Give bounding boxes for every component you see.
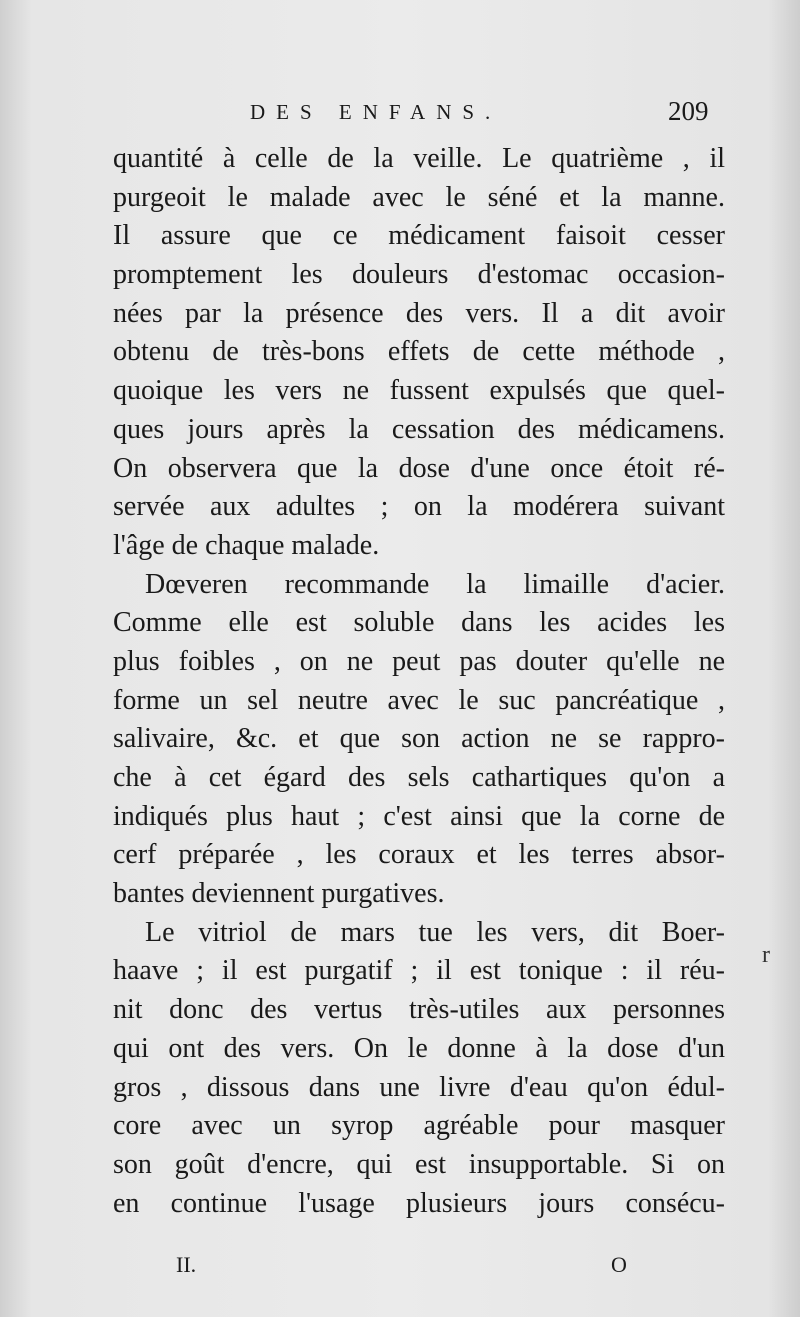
running-head: DES ENFANS. [250,100,502,124]
margin-mark: r [762,942,770,968]
text-line: promptement les douleurs d'estomac occasion- [113,259,725,291]
body-text [113,140,725,1223]
signature-mark: II. [176,1252,197,1277]
text-line: qui ont des vers. On le donne à la dose d'un [113,1032,725,1064]
text-line: nit donc des vertus très-utiles aux personnes [113,994,725,1026]
text-line: quoique les vers ne fussent expulsés que quel- [113,375,725,407]
text-line: ques jours après la cessation des médicamens. [113,413,725,445]
text-line: l'âge de chaque malade. [113,529,380,561]
catchword: O [611,1252,627,1277]
text-line: en continue l'usage plusieurs jours consécu- [113,1187,725,1219]
text-line: plus foibles , on ne peut pas douter qu'elle ne [113,645,725,677]
text-line: indiqués plus haut ; c'est ainsi que la corne de [113,800,725,832]
text-line: son goût d'encre, qui est insupportable. Si on [113,1148,725,1180]
text-line: che à cet égard des sels cathartiques qu'on a [113,762,725,793]
text-line: Dœveren recommande la limaille d'acier. [145,568,725,600]
text-line: servée aux adultes ; on la modérera suivant [113,491,725,523]
text-line: salivaire, &c. et que son action ne se rappro- [113,723,725,755]
page-number: 209 [668,96,709,126]
text-line: quantité à celle de la veille. Le quatrième , il [113,143,725,174]
text-line: bantes deviennent purgatives. [113,878,445,910]
page-header [0,96,800,136]
text-line: On observera que la dose d'une once étoit ré- [113,452,725,484]
text-line: haave ; il est purgatif ; il est tonique : il réu- [113,955,725,987]
text-line: Comme elle est soluble dans les acides les [113,607,725,639]
text-line: core avec un syrop agréable pour masquer [113,1110,725,1142]
text-line: purgeoit le malade avec le séné et la manne. [113,181,725,213]
text-line: Il assure que ce médicament faisoit cesser [113,220,725,252]
text-line: nées par la présence des vers. Il a dit avoir [113,297,725,329]
text-line: Le vitriol de mars tue les vers, dit Boer- [145,916,725,948]
text-line: gros , dissous dans une livre d'eau qu'on édul- [113,1071,725,1103]
page-footer [0,1252,800,1282]
text-line: obtenu de très-bons effets de cette méthode , [113,336,725,368]
text-line: forme un sel neutre avec le suc pancréatique , [113,684,725,716]
text-line: cerf préparée , les coraux et les terres absor- [113,839,725,871]
